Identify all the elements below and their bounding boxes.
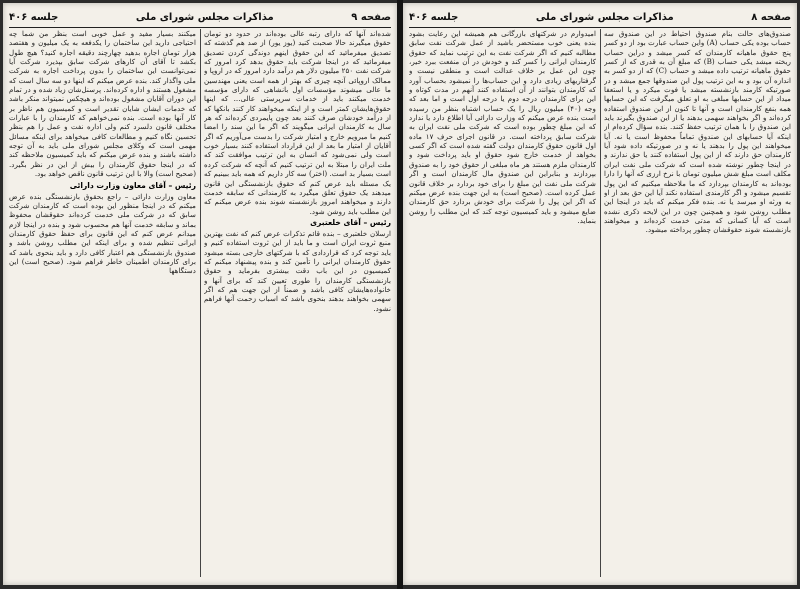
page-8 (403, 3, 797, 585)
column-right (204, 29, 391, 579)
speaker-heading: رئیس – آقای معاون وزارت دارائی (69, 180, 196, 190)
paragraph: شده‌اند آنها که دارای رتبه عالی بوده‌اند در حدود دو تومان حقوق میگیرند حالا صحبت کنید (یوز یور) از صد هم گذشته که تصدیق میفرمائید که این حقوق اینهم دوندگی کردن تصدیق میفرمائید که در اینجا شرکت باید حقوق بدهد کرد امروز که شرکت نفت ۲۵۰ میلیون دلار هم درآمد دارد امروز که در اروپا و ممالک اروپائی آنچه چیزی که بهتر از همه است یعنی مهندسین ما عالی میشوند مؤسسات اول بانشاهی که دارای مؤسسه خدمت میکنند باید از خدمات سرپرستی عالی... که اینها حقوق‌هایشان کمتر است و از اینکه میخواهند کار کنند بانکها که از درآمد خودشان صرف کنند بعد چون پایمردی کرده‌اند که هر سال به کارمندان ایرانی میگویند که اگر ما این سند را امضا کنیم ما میرویم خارج و امتیاز شرکت را بدست می‌آوریم که اگر آقایان از امتیاز ما بعد از این قرارداد استفاده کنند بسیار خوب است ولی نمی‌شود که انسان به این ترتیب موافقت کند که ملت ایران را مبتلا به این ترتیب کنیم که آنچه که شرکت کرده است بسیار بد است. (اختر) سه کار داریم که همه باید ببینیم که یک مسئله باید عرض کنم که حقوق بازنشستگی این قانون میدهند یک حقوق تعلق میگیرد به کارمندانی که سابقه خدمت دارند و میخواهند امروز بازنشسته شوند بنده عرض میکنم که این مطلب باید روشن شود. (204, 29, 391, 216)
page-header (409, 9, 791, 25)
column-left (409, 29, 596, 579)
page-header (9, 9, 391, 25)
page-number: صفحه ۸ (751, 11, 791, 23)
paragraph: میکنند بسیار مفید و عمل خوبی است بنظر من شما چه احتیاجی دارید این ساختمان را یکدفعه به یک میلیون و هفتصد هزار تومان اجاره بدهید چهارچند دقیقه اجاره کنید؟ هیچ طول بکشد تا آقای آن کارهای شرکت سابق بپذیرد شرکت آیا نمی‌توانست این ساختمان را بدون پرداخت اجاره به شرکت ملی واگذار کند. بنده عرض میکنم که اینها دو سه سال است که مشغول هستند و اداره کرده‌اند. پرسنل‌شان زیاد شده و در تمام این دوران آقایان مشغول بوده‌اند و هیچکس نمیتواند منکر باشد که خدمات ایشان شایان تقدیر است و کمیسیون هم ناظر بر کار آنها بوده است. بنده نمی‌خواهم که کارمندان را با عبارات مختلف قانون دلسرد کنم ولی اداره نفت و عمل را هم بنظر تحسین نگاه کنیم و مطالعات کافی میخواهد برای اینکه مسائل مهمی است که وکلای مجلس شورای ملی باید به آن توجه داشته باشند و بنده عرض میکنم که باید کمیسیون ملاحظه کند که در اینجا حقوق کارمندان را بیش از این در نظر بگیرد. (صحیح است) والا با این ترتیب قانون ناقص خواهد بود. (9, 29, 196, 179)
paragraph: ارسلان خلعتبری – بنده قائم تذکرات عرض کنم که نفت بهترین منبع ثروت ایران است و ما باید از این ثروت استفاده کنیم و باید توجه کرد که قراردادی که با شرکتهای خارجی بسته میشود حقوق کارمندان ایرانی را تأمین کند و بنده پیشنهاد میکنم که کمیسیون در این باب دقت بیشتری بفرماید و حقوق بازنشستگی کارمندان را طوری تعیین کند که برای آنها و خانواده‌هایشان کافی باشد و ضمناً از این جهت هم که اگر سهمی بخواهند بدهند بنحوی باشد که اسباب زحمت آنها فراهم نشود. (204, 228, 391, 313)
speaker-heading: رئیس – آقای خلعتبری (310, 217, 391, 227)
publication-title: مذاکرات مجلس شورای ملی (135, 11, 274, 23)
page-9 (3, 3, 397, 585)
paragraph: امیدوارم در شرکتهای بازرگانی هم همیشه این رعایت بشود بنده یعنی خوب مستحضر باشید از عمل شرکت نفت سابق مطالبه کنیم که اگر شرکت نفت به این ترتیب نماید که حقوق کارمندان ایرانی را کسر کند و خودش در آن منفعت ببرد خیر، چون این عمل بر خلاف عدالت است و منطقی نیست و گرفتاریهای زیادی دارد و این حساب‌ها را نمیشود بحساب آورد که کارمندان بتوانند از آن استفاده کنند آنهم در مدت کوتاه و این برای کارمندان درجه دوم یا درجه اول است و اما بعد که وجه (۴۰) میلیون ریال را یک حساب اشتباه بنظر من رسیده است بنده عرض میکنم که وزارت دارائی آیا اطلاع دارد یا ندارد که این مبلغ چطور بوده است که شرکت ملی نفت ایران به شرکت سابق پرداخته است. در قانون اجرای حرف ۱۷ ماده اول قانون حقوق کارمندان دولت گفته شده است که اگر کسی بخواهد از خدمت خارج شود حقوق او باید پرداخت شود و کارمندان ملزم هستند هر ماه مبلغی از حقوق خود را به صندوق بپردازند و بنابراین این صندوق مال کارمندان است و اگر شرکت ملی نفت این مبلغ را برای خود بردارد بر خلاف قانون عمل کرده است. (صحیح است) به این جهت بنده عرض میکنم که اگر این پول را شرکت برای خودش بردارد حق کارمندان ضایع میشود و باید کمیسیون توجه کند که این مطلب را روشن بنماید. (409, 29, 596, 225)
paragraph: صندوق‌های حالت بنام صندوق احتیاط در این صندوق سه حساب بوده یکی حساب (A) واین حساب عبارت بود از دو کسر پنج حقوق ماهیانه کارمندان که کسر میشد و دراین حساب ریخته میشد یکی حساب (B) که مبلغ آن به قدری که از کسر حقوق ماهیانه ترتیب داده میشد و حساب (C) که از دو کسر به اندازه آن بود و به این ترتیب پول این صندوقها جمع میشد و در صورتیکه کارمند بازنشسته میشد یا فوت میکرد و یا استعفا میداد از این حسابها مبلغی به او تعلق میگرفت که این حسابها همه بنفع کارمندان است و آنها تا کنون از این صندوق استفاده کرده‌اند و اگر بخواهند سهمی بدهند یا از این صندوق بگیرند باید این صندوق را با همان ترتیب حفظ کنند. بنده سؤال کرده‌ام از اینکه آیا حسابهای این صندوق تماماً محفوظ است یا نه. آیا میخواهند این پول را بدهند یا نه و در صورتیکه داده شود آیا کارمندان حق دارند که از این پول استفاده کنند یا حق ندارند و در اینجا چطور نوشته شده است که شرکت ملی نفت ایران مکلف است مبلغ شش میلیون تومان با نرخ ارزی که آنها را دارا بوده‌اند به کارمندان بپردازد که ما ملاحظه میکنیم که این پول تقسیم میشود و اگر کارمندی استفاده نکند آیا این حق بعد از او به ورثه او میرسد یا نه. بنده فکر میکنم که باید در اینجا این مطلب روشن شود و همچنین چون در این لایحه ذکری نشده است که آیا کسانی که مدتی خدمت کرده‌اند و میخواهند بازنشسته شوند حقوقشان چطور پرداخته میشود. (604, 29, 791, 235)
header-divider (9, 27, 391, 28)
page-number: صفحه ۹ (351, 11, 391, 23)
column-left (9, 29, 196, 579)
header-divider (409, 27, 791, 28)
paragraph: معاون وزارت دارائی – راجع بحقوق بازنشستگی بنده عرض میکنم که در اینجا منظور این بوده است که کارمندان شرکت سابق که در شرکت ملی خدمت کرده‌اند حقوقشان محفوظ بماند و سابقه خدمت آنها هم محسوب شود و بنده در اینجا لازم میدانم عرض کنم که این قانون برای حفظ حقوق کارمندان ایرانی تنظیم شده و برای اینکه این مطلب روشن باشد و صندوق بازنشستگی هم اعتبار کافی دارد و باید بنحوی باشد که برای کارمندان اطمینان خاطر فراهم شود. (صحیح است) این دستگاهها (9, 191, 196, 276)
publication-title: مذاکرات مجلس شورای ملی (535, 11, 674, 23)
page-columns (9, 29, 391, 579)
session-number: جلسه ۴۰۶ (409, 11, 459, 23)
column-right (604, 29, 791, 579)
page-columns (409, 29, 791, 579)
session-number: جلسه ۴۰۶ (9, 11, 59, 23)
